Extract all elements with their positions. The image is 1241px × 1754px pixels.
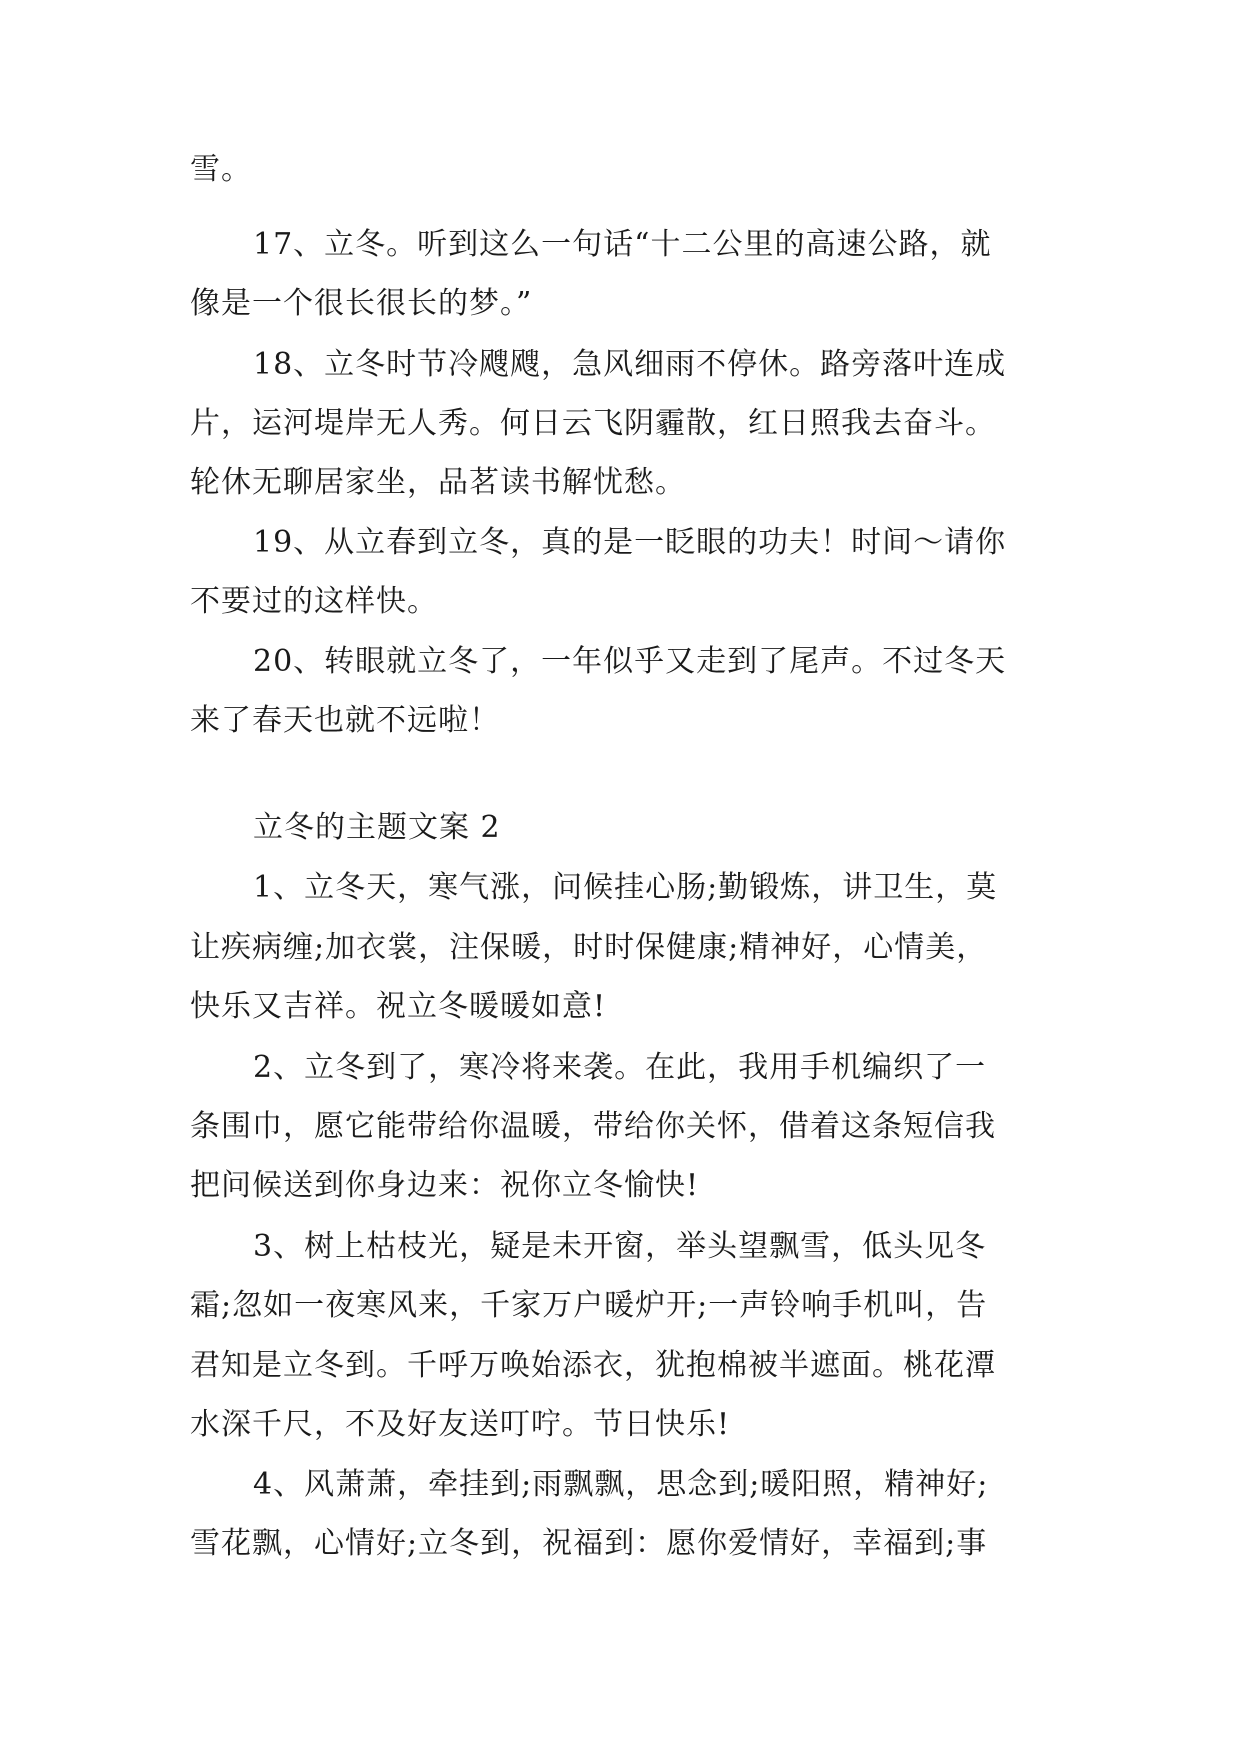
paragraph-1-line-1: 1、立冬天，寒气涨，问候挂心肠;勤锻炼，讲卫生，莫 <box>253 870 998 905</box>
paragraph-2-line-3: 把问候送到你身边来：祝你立冬愉快! <box>190 1168 700 1203</box>
paragraph-18-line-2: 片，运河堤岸无人秀。何日云飞阴霾散，红日照我去奋斗。 <box>190 406 996 441</box>
paragraph-3-line-2: 霜;忽如一夜寒风来，千家万户暖炉开;一声铃响手机叫，告 <box>190 1288 988 1323</box>
paragraph-19-line-2: 不要过的这样快。 <box>190 584 438 619</box>
paragraph-2-line-1: 2、立冬到了，寒冷将来袭。在此，我用手机编织了一 <box>253 1050 987 1085</box>
paragraph-2-line-2: 条围巾，愿它能带给你温暖，带给你关怀，借着这条短信我 <box>190 1109 996 1144</box>
paragraph-1-line-2: 让疾病缠;加衣裳，注保暖，时时保健康;精神好，心情美， <box>190 930 988 965</box>
paragraph-1-line-3: 快乐又吉祥。祝立冬暖暖如意! <box>190 989 607 1024</box>
paragraph-3-line-4: 水深千尺，不及好友送叮咛。节日快乐! <box>190 1407 731 1442</box>
paragraph-20-line-2: 来了春天也就不远啦！ <box>190 703 500 738</box>
text-line: 雪。 <box>190 152 252 187</box>
paragraph-3-line-3: 君知是立冬到。千呼万唤始添衣，犹抱棉被半遮面。桃花潭 <box>190 1348 996 1383</box>
paragraph-17-line-1: 17、立冬。听到这么一句话“十二公里的高速公路，就 <box>253 227 992 262</box>
paragraph-18-line-3: 轮休无聊居家坐，品茗读书解忧愁。 <box>190 465 686 500</box>
section-heading: 立冬的主题文案 2 <box>253 810 501 845</box>
paragraph-4-line-1: 4、风萧萧，牵挂到;雨飘飘，思念到;暖阳照，精神好; <box>253 1467 989 1502</box>
paragraph-19-line-1: 19、从立春到立冬，真的是一眨眼的功夫！时间～请你 <box>253 525 1007 560</box>
paragraph-17-line-2: 像是一个很长很长的梦。” <box>190 286 533 321</box>
paragraph-3-line-1: 3、树上枯枝光，疑是未开窗，举头望飘雪，低头见冬 <box>253 1229 987 1264</box>
paragraph-20-line-1: 20、转眼就立冬了，一年似乎又走到了尾声。不过冬天 <box>253 644 1007 679</box>
paragraph-4-line-2: 雪花飘，心情好;立冬到，祝福到：愿你爱情好，幸福到;事 <box>190 1526 988 1561</box>
paragraph-18-line-1: 18、立冬时节冷飕飕，急风细雨不停休。路旁落叶连成 <box>253 347 1007 382</box>
